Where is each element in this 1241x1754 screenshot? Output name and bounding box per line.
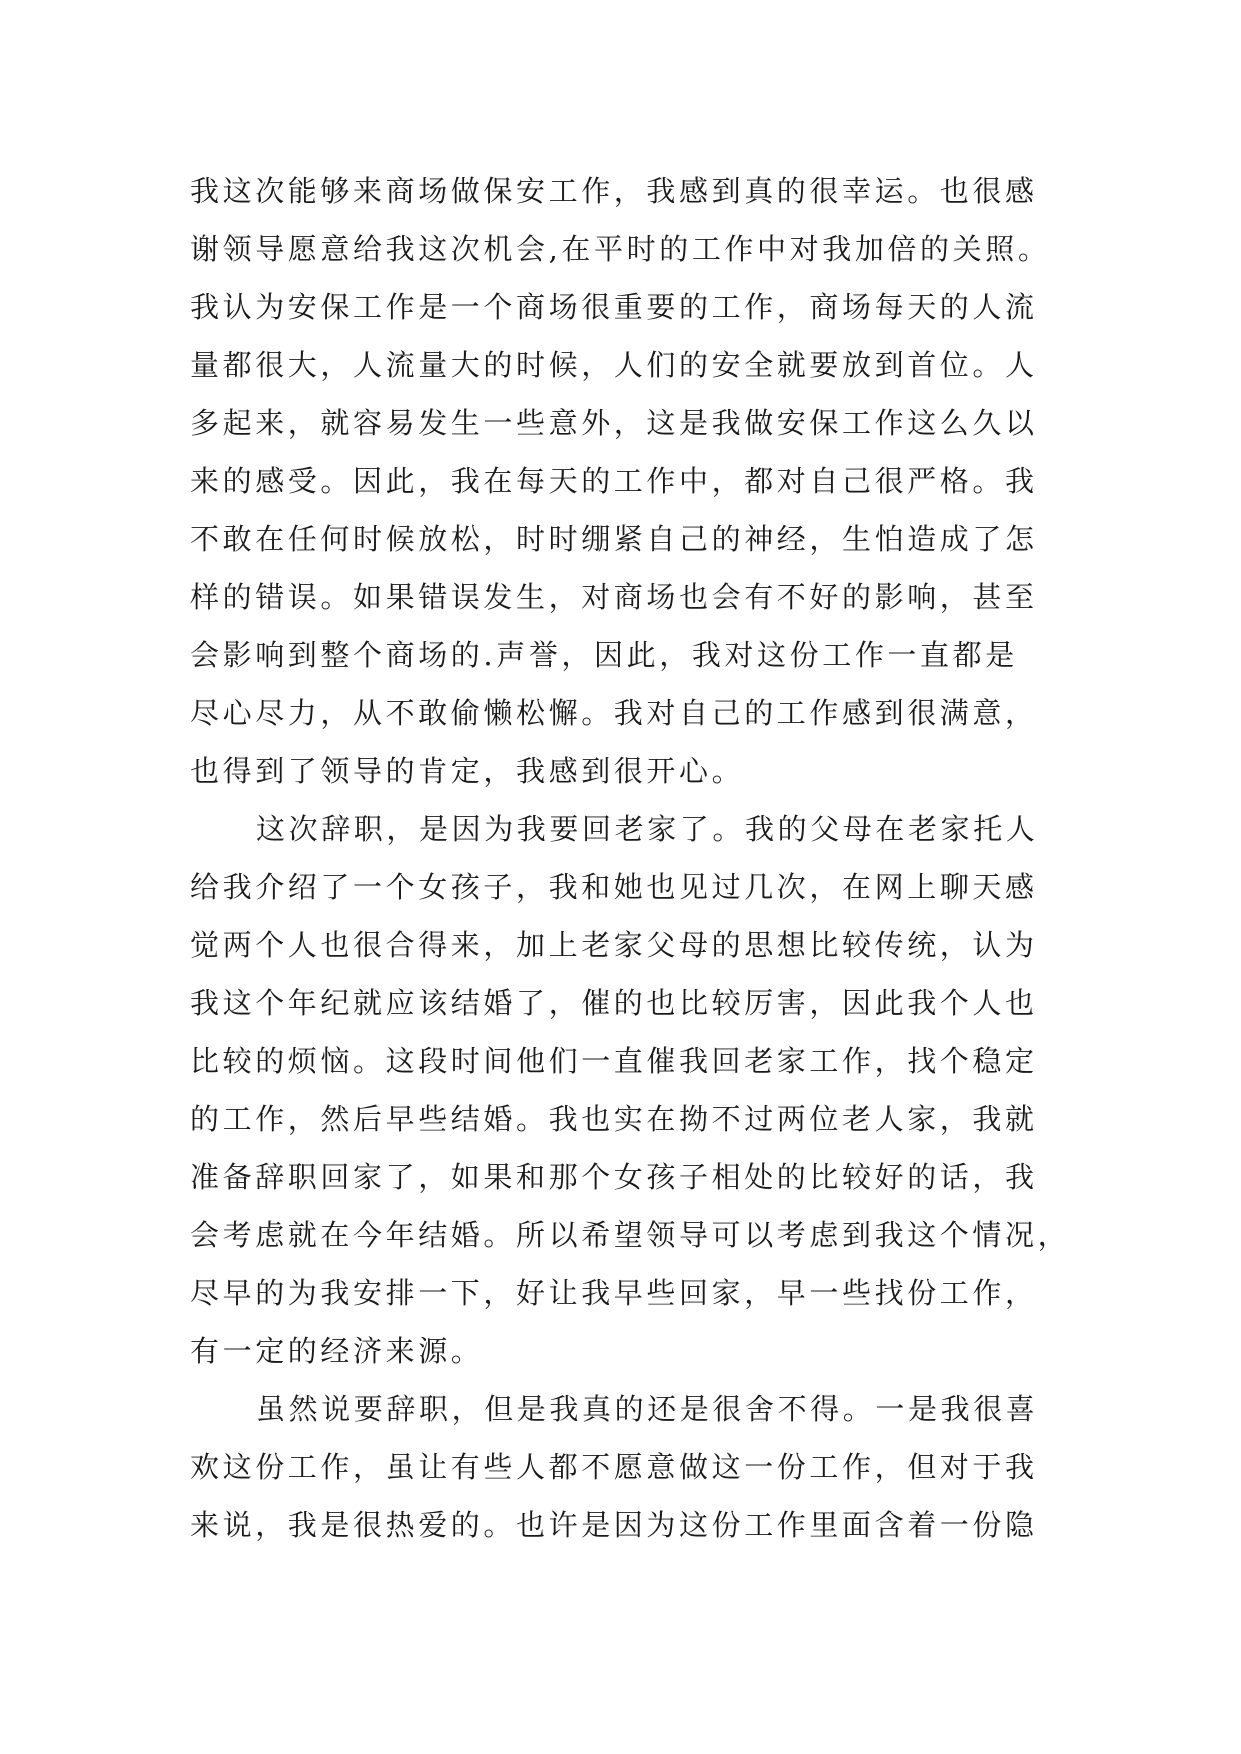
text-line: 会考虑就在今年结婚。所以希望领导可以考虑到我这个情况，	[190, 1218, 1071, 1252]
text-line: 多起来，就容易发生一些意外，这是我做安保工作这么久以	[190, 406, 1038, 440]
paragraph-start-line: 虽然说要辞职，但是我真的还是很舍不得。一是我很喜	[256, 1392, 1039, 1426]
text-line: 谢领导愿意给我这次机会,在平时的工作中对我加倍的关照。	[190, 232, 1051, 266]
text-line: 来的感受。因此，我在每天的工作中，都对自己很严格。我	[190, 464, 1038, 498]
text-line: 我认为安保工作是一个商场很重要的工作，商场每天的人流	[190, 290, 1038, 324]
text-line: 有一定的经济来源。	[190, 1334, 484, 1368]
text-line: 量都很大，人流量大的时候，人们的安全就要放到首位。人	[190, 348, 1038, 382]
body-text	[190, 162, 1090, 1554]
text-line: 我这次能够来商场做保安工作，我感到真的很幸运。也很感	[190, 174, 1038, 208]
text-line: 样的错误。如果错误发生，对商场也会有不好的影响，甚至	[190, 580, 1038, 614]
text-line: 尽心尽力，从不敢偷懒松懈。我对自己的工作感到很满意，	[190, 696, 1038, 730]
text-line: 的工作，然后早些结婚。我也实在拗不过两位老人家，我就	[190, 1102, 1038, 1136]
text-line: 给我介绍了一个女孩子，我和她也见过几次，在网上聊天感	[190, 870, 1038, 904]
text-line: 来说，我是很热爱的。也许是因为这份工作里面含着一份隐	[190, 1508, 1038, 1542]
text-line: 会影响到整个商场的.声誉，因此，我对这份工作一直都是	[190, 638, 1018, 672]
text-line: 尽早的为我安排一下，好让我早些回家，早一些找份工作，	[190, 1276, 1038, 1310]
paragraph-start-line: 这次辞职，是因为我要回老家了。我的父母在老家托人	[256, 812, 1039, 846]
text-line: 准备辞职回家了，如果和那个女孩子相处的比较好的话，我	[190, 1160, 1038, 1194]
text-line: 我这个年纪就应该结婚了，催的也比较厉害，因此我个人也	[190, 986, 1038, 1020]
text-line: 比较的烦恼。这段时间他们一直催我回老家工作，找个稳定	[190, 1044, 1038, 1078]
text-line: 也得到了领导的肯定，我感到很开心。	[190, 754, 745, 788]
text-line: 不敢在任何时候放松，时时绷紧自己的神经，生怕造成了怎	[190, 522, 1038, 556]
text-line: 欢这份工作，虽让有些人都不愿意做这一份工作，但对于我	[190, 1450, 1038, 1484]
text-line: 觉两个人也很合得来，加上老家父母的思想比较传统，认为	[190, 928, 1038, 962]
